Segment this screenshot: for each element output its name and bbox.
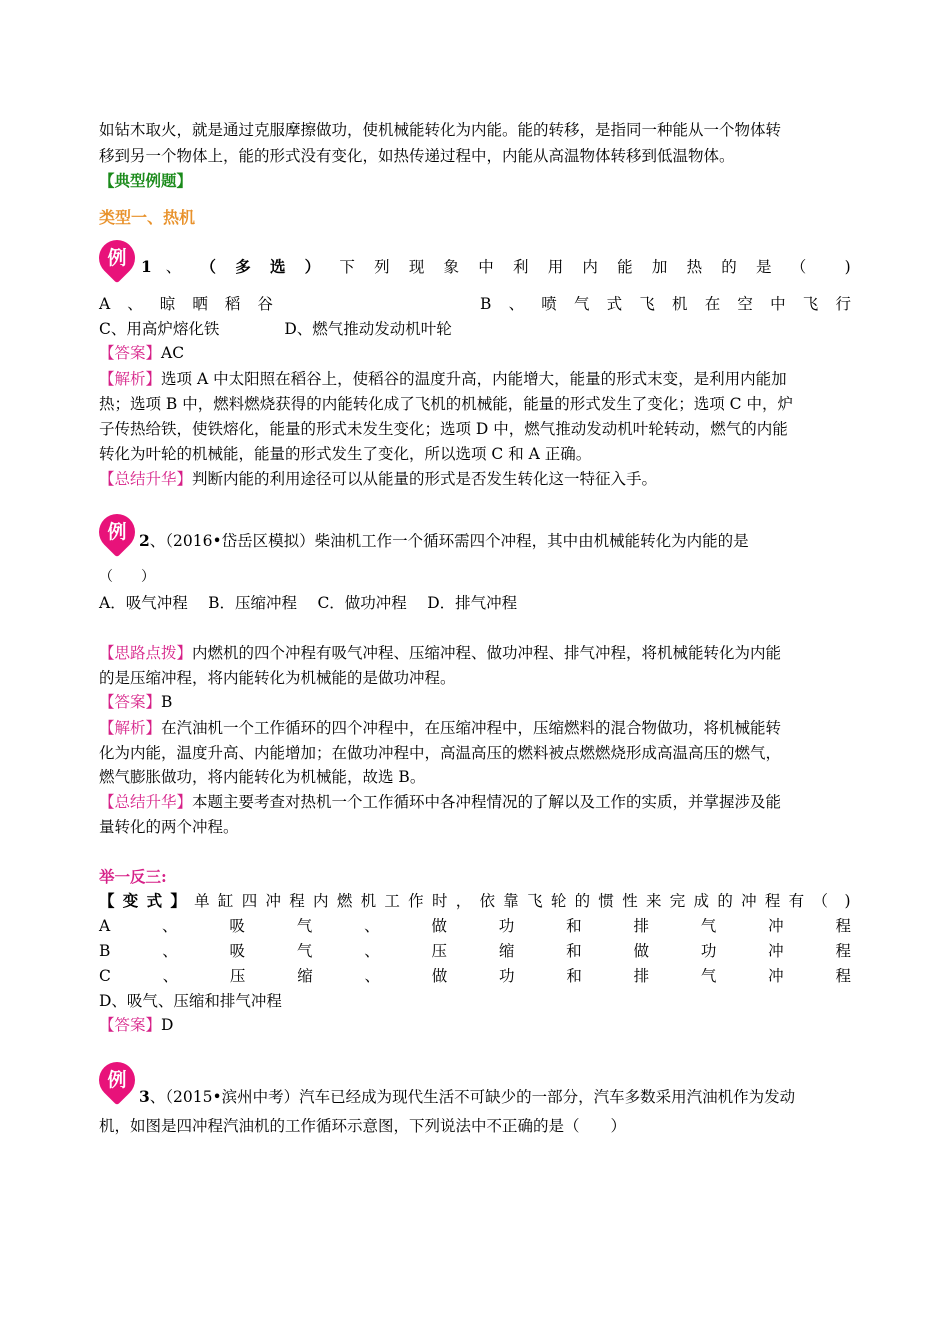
q2-hint-1 (99, 642, 851, 664)
practice-option-b (99, 940, 851, 962)
spaced-char: 靠 (503, 892, 519, 910)
spaced-char: 现 (408, 258, 425, 276)
spaced-char: 气 (296, 942, 313, 960)
q2-analysis-2: 化为内能，温度升高、内能增加；在做功冲程中，高温高压的燃料被点燃燃烧形成高温高压的燃气， (99, 744, 782, 762)
spaced-char: 程 (764, 892, 781, 910)
spaced-char: 时 (431, 892, 448, 910)
q1-number: 1 (141, 257, 152, 276)
spaced-char: 功 (498, 917, 515, 935)
spaced-char: 冲 (768, 967, 784, 985)
q3-stem (139, 1086, 851, 1108)
q2-stem-text: 、（2016•岱岳区模拟）柴油机工作一个循环需四个冲程，其中由机械能转化为内能的是 (149, 532, 749, 550)
spaced-char: 行 (835, 295, 851, 313)
spaced-char: 、 (508, 295, 525, 313)
spaced-char: 的 (721, 258, 737, 276)
practice-option-d: D、吸气、压缩和排气冲程 (99, 992, 282, 1010)
section-title: 【典型例题】 (99, 171, 193, 190)
spaced-char: 功 (700, 942, 717, 960)
spaced-char: 飞 (802, 295, 819, 313)
spaced-char: C (99, 967, 111, 985)
spaced-char: 【 (99, 891, 115, 910)
spaced-char: 程 (289, 892, 305, 910)
spaced-char: 有 (788, 892, 805, 910)
q1-analysis-4: 转化为叶轮的机械能，能量的形式发生了变化，所以选项 C 和 A 正确。 (99, 445, 592, 463)
q3-stem-2: 机，如图是四冲程汽油机的工作循环示意图，下列说法中不正确的是（ ） (99, 1117, 627, 1135)
spaced-char: 、 (127, 295, 143, 313)
spaced-char: 四 (241, 892, 258, 910)
spaced-char: 程 (835, 967, 851, 985)
spaced-char: 气 (700, 967, 717, 985)
spaced-char: B (99, 942, 111, 960)
spaced-char: 用 (547, 258, 564, 276)
spaced-char: ) (844, 892, 851, 910)
analysis-text: 选项 A 中太阳照在稻谷上，使稻谷的温度升高，内能增大，能量的形式末变，是利用内能加 (161, 370, 787, 388)
spaced-char: 是 (756, 258, 772, 276)
spaced-char: 机 (672, 295, 688, 313)
q1-summary (99, 468, 851, 490)
spaced-char: 在 (704, 295, 721, 313)
spaced-char: 来 (645, 892, 662, 910)
q1-option-d: D、燃气推动发动机叶轮 (284, 320, 452, 338)
spaced-char: 机 (360, 892, 377, 910)
spaced-char: B (480, 295, 492, 313)
spaced-char: 选 (269, 257, 286, 276)
spaced-char: 冲 (768, 942, 784, 960)
spaced-char: 和 (566, 917, 582, 935)
spaced-char: ) (844, 258, 851, 276)
variant-stem (99, 890, 851, 912)
summary-tag: 【总结升华】 (99, 793, 193, 811)
spaced-char: 做 (431, 917, 447, 935)
spaced-char: 做 (431, 967, 448, 985)
spaced-char: 利 (512, 258, 529, 276)
spaced-char: 缸 (217, 892, 234, 910)
spaced-char: 】 (170, 891, 186, 910)
spaced-char: 晾 (159, 295, 176, 313)
q1-option-b (480, 293, 851, 315)
q3-number: 3 (139, 1087, 150, 1106)
q2-analysis-3: 燃气膨胀做功，将内能转化为机械能，故选 B。 (99, 768, 426, 786)
spaced-char: 式 (146, 891, 163, 910)
spaced-char: 压 (431, 942, 448, 960)
example-badge-icon: 例 (99, 1062, 135, 1098)
spaced-char: 压 (229, 967, 246, 985)
q2-summary-2: 量转化的两个冲程。 (99, 818, 239, 836)
spaced-char: 内 (582, 258, 598, 276)
spaced-char: 缩 (498, 942, 515, 960)
spaced-char: 和 (566, 967, 582, 985)
spaced-char: 成 (693, 892, 710, 910)
q2-number: 2 (139, 531, 150, 550)
spaced-char: 、 (364, 942, 380, 960)
spaced-char: 加 (651, 258, 668, 276)
spaced-char: 惯 (598, 892, 614, 910)
q2-stem (139, 530, 851, 552)
answer-value: AC (161, 344, 185, 362)
spaced-char: 的 (717, 892, 733, 910)
spaced-char: 飞 (527, 892, 543, 910)
spaced-char: 热 (686, 258, 703, 276)
spaced-char: 列 (374, 258, 390, 276)
spaced-char: 缩 (297, 967, 313, 985)
spaced-char: 依 (479, 892, 496, 910)
spaced-char: 性 (622, 892, 638, 910)
spaced-char: 、 (364, 917, 380, 935)
spaced-char: 冲 (768, 917, 784, 935)
spaced-char: 做 (633, 942, 650, 960)
spaced-char: 、 (165, 258, 182, 276)
spaced-char: 多 (235, 257, 251, 276)
spaced-char: 吸 (229, 942, 246, 960)
spaced-char: 中 (478, 258, 494, 276)
spaced-char: 程 (835, 917, 851, 935)
type-title: 类型一、热机 (99, 208, 196, 227)
spaced-char: ） (304, 257, 321, 276)
spaced-char: 完 (669, 892, 686, 910)
hint-text: 内燃机的四个冲程有吸气冲程、压缩冲程、做功冲程、排气冲程，将机械能转化为内能 (192, 644, 782, 662)
analysis-tag: 【解析】 (99, 719, 162, 737)
intro-line-2: 移到另一个物体上，能的形式没有变化，如热传递过程中，内能从高温物体转移到低温物体。 (99, 147, 735, 165)
summary-text: 本题主要考查对热机一个工作循环中各冲程情况的了解以及工作的实质，并掌握涉及能 (192, 793, 782, 811)
spaced-char: 空 (737, 295, 753, 313)
spaced-char: 下 (339, 258, 355, 276)
q1-options-ab (99, 293, 851, 315)
spaced-char: 象 (443, 258, 460, 276)
analysis-tag: 【解析】 (99, 370, 162, 388)
practice-option-c (99, 965, 851, 987)
q1-stem (141, 256, 851, 278)
spaced-char: 轮 (550, 892, 567, 910)
spaced-char: 式 (606, 295, 623, 313)
hint-tag: 【思路点拨】 (99, 644, 193, 662)
spaced-char: 飞 (639, 295, 655, 313)
spaced-char: 、 (364, 967, 380, 985)
spaced-char: 工 (384, 892, 400, 910)
spaced-char: 气 (296, 917, 313, 935)
q2-analysis-1 (99, 717, 851, 739)
spaced-char: 中 (770, 295, 786, 313)
spaced-char: 内 (313, 892, 329, 910)
summary-tag: 【总结升华】 (99, 470, 193, 488)
q2-options: A．吸气冲程 B．压缩冲程 C．做功冲程 D．排气冲程 (99, 594, 518, 612)
q1-option-c: C、用高炉熔化铁 (99, 320, 220, 338)
spaced-char: 燃 (336, 892, 353, 910)
q1-options-cd (99, 318, 851, 340)
spaced-char: 单 (194, 892, 210, 910)
practice-option-a (99, 915, 851, 937)
analysis-text: 在汽油机一个工作循环的四个冲程中，在压缩冲程中，压缩燃料的混合物做功，将机械能转 (161, 719, 782, 737)
q1-analysis-2: 热；选项 B 中，燃料燃烧获得的内能转化成了飞机的机械能，能量的形式发生了变化；选项 C 中，炉 (99, 395, 793, 413)
answer-tag: 【答案】 (99, 693, 162, 711)
spaced-char: 程 (835, 942, 851, 960)
spaced-char: 的 (574, 892, 591, 910)
spaced-char: A (99, 295, 111, 313)
spaced-char: 气 (700, 917, 717, 935)
intro-line-1: 如钻木取火，就是通过克服摩擦做功，使机械能转化为内能。能的转移，是指同一种能从一个物体转 (99, 121, 782, 139)
q1-stem-text (166, 256, 851, 278)
spaced-char: 、 (162, 967, 179, 985)
spaced-char: 稻 (224, 295, 241, 313)
spaced-char: 变 (122, 891, 139, 910)
example-badge-icon: 例 (99, 514, 135, 550)
spaced-char: 气 (573, 295, 590, 313)
q1-analysis-3: 子传热给铁，使铁熔化，能量的形式未发生变化；选项 D 中，燃气推动发动机叶轮转动，燃气的内能 (99, 420, 788, 438)
spaced-char: A (99, 917, 111, 935)
spaced-char: 排 (633, 967, 650, 985)
practice-answer (99, 1014, 851, 1036)
spaced-char: 能 (617, 258, 633, 276)
spaced-char: 功 (499, 967, 515, 985)
answer-value: D (161, 1016, 174, 1034)
q3-stem-text: 、（2015•滨州中考）汽车已经成为现代生活不可缺少的一部分，汽车多数采用汽油机作为发动 (149, 1088, 796, 1106)
spaced-char: 作 (408, 892, 424, 910)
example-badge-icon: 例 (99, 240, 135, 276)
spaced-char: 冲 (741, 892, 757, 910)
spaced-char: 排 (633, 917, 649, 935)
summary-text: 判断内能的利用途径可以从能量的形式是否发生转化这一特征入手。 (192, 470, 658, 488)
spaced-char: 谷 (257, 295, 273, 313)
spaced-char: 吸 (229, 917, 245, 935)
spaced-char: ， (455, 892, 472, 910)
spaced-char: 、 (162, 942, 178, 960)
answer-tag: 【答案】 (99, 1016, 162, 1034)
spaced-char: （ (200, 257, 217, 276)
spaced-char: 冲 (265, 892, 281, 910)
spaced-char: 、 (162, 917, 178, 935)
spaced-char: （ (812, 892, 828, 910)
answer-value: B (161, 693, 173, 711)
q2-paren: （ ） (99, 569, 155, 585)
q1-option-a (99, 293, 273, 315)
spaced-char: （ (790, 258, 807, 276)
practice-title: 举一反三: (99, 867, 167, 886)
spaced-char: 喷 (541, 295, 557, 313)
q1-answer (99, 342, 851, 364)
spaced-char: 和 (566, 942, 582, 960)
q1-analysis-1 (99, 368, 851, 390)
q2-answer (99, 691, 851, 713)
spaced-char: 晒 (192, 295, 208, 313)
q2-summary-1 (99, 791, 851, 813)
answer-tag: 【答案】 (99, 344, 162, 362)
q2-hint-2: 的是压缩冲程，将内能转化为机械能的是做功冲程。 (99, 669, 456, 687)
